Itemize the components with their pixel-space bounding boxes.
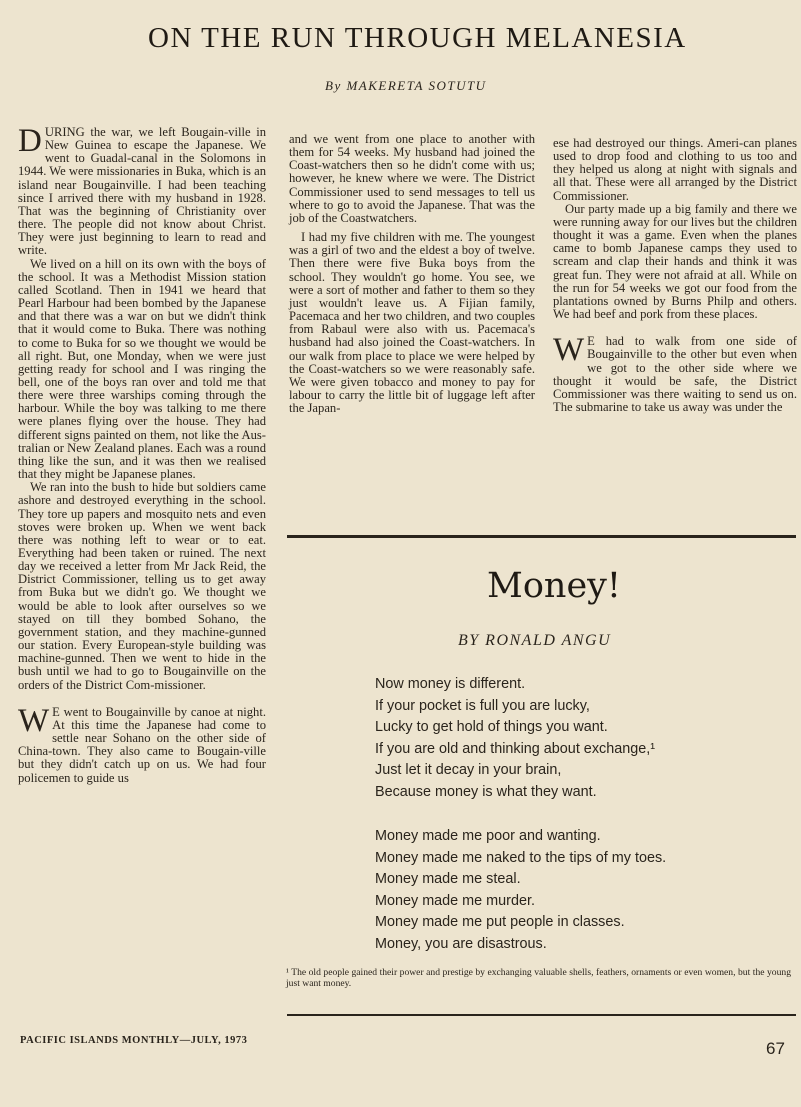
poem-line: Money made me naked to the tips of my toes.	[375, 849, 667, 866]
paragraph: and we went from one place to another with them for 54 weeks. My husband had joined the Coast-watchers then so he didn't come with us; however, he knew where we were. The District Commissioner used to send messages to tell us where to go to avoid the Japanese. That was the job of the Coastwatchers.	[289, 132, 535, 225]
paragraph: ese had destroyed our things. Ameri-can planes used to drop food and clothing to us too and they helped us along at night with signals and all that. These were all arranged by the District Commissioner.	[553, 136, 797, 203]
drop-cap: W	[18, 702, 50, 739]
paragraph: We ran into the bush to hide but soldiers came ashore and destroyed everything in the school. They tore up papers and mosquito nets and even stoves were broken up. When we went back there was nothing left to wear or to eat. Everything had been taken or ruined. The next day we received a letter from Mr Jack Reid, the District Commissioner, telling us to get away from Buka but we didn't go. We thought we would be able to look after ourselves so we stayed on till they bombed Sohano, the government station, and they machine-gunned our station. Every European-style building was machine-gunned. Then we went to hide in the bush until we had to go to Bougainville on the orders of the District Com-missioner.	[18, 480, 266, 692]
article-title: ON THE RUN THROUGH MELANESIA	[148, 22, 687, 54]
poem-line: Money made me steal.	[375, 871, 521, 888]
poem-line: If you are old and thinking about exchange,¹	[375, 740, 656, 757]
article-column-2	[289, 133, 535, 415]
poem-line: Money made me murder.	[375, 892, 535, 909]
poem-footnote: ¹ The old people gained their power and prestige by exchanging valuable shells, feathers, ornaments or even women, but the young just want money.	[286, 967, 791, 989]
poem-byline: BY RONALD ANGU	[458, 632, 612, 649]
article-byline: By MAKERETA SOTUTU	[325, 78, 487, 93]
bottom-divider	[287, 1014, 796, 1016]
poem-line: Money made me poor and wanting.	[375, 828, 601, 844]
poem-stanza-1	[375, 674, 785, 804]
poem-title: Money!	[487, 566, 622, 606]
page-number: 67	[766, 1039, 785, 1058]
paragraph: I had my five children with me. The youngest was a girl of two and the eldest a boy of twelve. Then there were five Buka boys from the school. They wouldn't go home. You see, we were a sort of mother and father to them so they just wouldn't leave us. A Fijian family, Pacemaca and her two children, and two couples from Rabaul were also with us. Pacemaca's husband had also joined the Coast-watchers. In our walk from place to place we were helped by the Coast-watchers so we were reasonably safe. We were given tobacco and money to pay for labour to carry the little bit of luggage left after the Japan-	[289, 230, 535, 416]
paragraph: Our party made up a big family and there we were running away for our lives but the children thought it was a game. Even when the planes came to bomb Japanese camps they used to scream and clap their hands and think it was great fun. They were not afraid at all. While on the run for 54 weeks we got our food from the plantations owned by Burns Philp and others. We had beef and pork from these places.	[553, 201, 797, 322]
drop-cap: W	[553, 332, 585, 369]
paragraph: W E went to Bougainville by canoe at night. At this time the Japanese had come to settle near Sohano on the other side of China-town. They also came to Bougain-ville but they didn't catch up on us. We had four policemen to guide us	[18, 702, 266, 785]
poem-line: Just let it decay in your brain,	[375, 762, 562, 779]
article-column-3	[553, 137, 797, 414]
poem-line: Because money is what they want.	[375, 783, 597, 800]
article-column-1	[18, 123, 266, 785]
poem-stanza-2	[375, 826, 785, 956]
section-divider	[287, 535, 796, 538]
paragraph: W E had to walk from one side of Bougainville to the other but even when we got to the other side where we thought it would be safe, the District Commissioner was there waiting to send us on. The submarine to take us away was under the	[553, 332, 797, 414]
poem-line: Lucky to get hold of things you want.	[375, 719, 608, 736]
poem-line: If your pocket is full you are lucky,	[375, 697, 590, 714]
poem-line: Money, you are disastrous.	[375, 935, 547, 952]
drop-cap: D	[18, 123, 42, 159]
poem-line: Money made me put people in classes.	[375, 914, 625, 931]
publication-footer: PACIFIC ISLANDS MONTHLY—JULY, 1973	[20, 1035, 248, 1046]
paragraph: DURING the war, we left Bougain-ville in New Guinea to escape the Japanese. We went to Guadal-canal in the Solomons in 1944. We were missionaries in Buka, which is an island near Bougainville. I had been teaching since I arrived there with my husband in 1928. That was the beginning of Christianity over there. The people did not know about Christ. They were just beginning to learn to read and write.	[18, 123, 266, 258]
paragraph: We lived on a hill on its own with the boys of the school. It was a Methodist Mission station called Scotland. Then in 1941 we heard that Pearl Harbour had been bombed by the Japanese and that there was a war on but we didn't think that it would come to Buka. There was nothing to come to Buka for so we thought we would be all right. But, one Monday, when we were just getting ready for school and I was ringing the bell, one of the boys ran over and told me that there were three warships coming through the harbour. While the boy was talking to me there were planes flying over the house. They had different signs painted on them, not like the Aus-tralian or New Zealand planes. Each was a round thing like the sun, and it was then we realised that they might be Japanese planes.	[18, 256, 266, 482]
poem-line: Now money is different.	[375, 676, 526, 692]
